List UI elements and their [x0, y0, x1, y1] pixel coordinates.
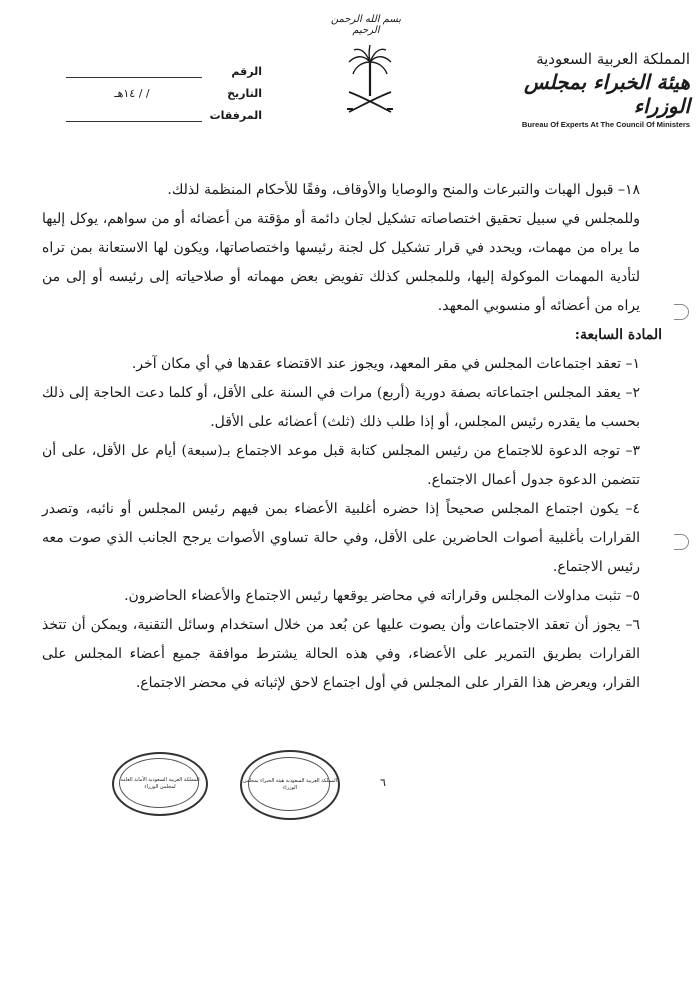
kingdom-name: المملكة العربية السعودية	[536, 50, 690, 68]
article-item-2: ٢– يعقد المجلس اجتماعاته بصفة دورية (أربع) مرات في السنة على الأقل، أو كلما دعت الحاجة إلى ذلك بحسب ما يقدره رئيس المجلس، أو إذا طلب ذلك (ثلث) أعضائه على الأقل.	[42, 385, 640, 430]
stamp-left	[112, 752, 208, 816]
stamp-left-text: المملكة العربية السعودية الأمانة العامة لمجلس الوزراء	[120, 777, 200, 790]
margin-mark	[674, 304, 689, 320]
margin-mark	[674, 534, 689, 550]
committees-paragraph: وللمجلس في سبيل تحقيق اختصاصاته تشكيل لجان دائمة أو مؤقتة من أعضائه أو من سواهم، يوكل إليها ما يراه من مهمات، ويحدد في قرار تشكيل كل لجنة رئيسها واختصاصاتها، ويكون لها الاستعانة بمن تراه لتأدية المهمات الموكولة إليها، وللمجلس كذلك تفويض بعض مهماته أو صلاحياته إلى رئيسه أو إلى من يراه من أعضائه أو منسوبي المعهد.	[42, 211, 640, 314]
date-value: / / ١٤هـ	[114, 87, 150, 100]
ref-number-label: الرقم	[231, 65, 262, 78]
item-18: ١٨– قبول الهبات والتبرعات والمنح والوصايا والأوقاف، وفقًا للأحكام المنظمة لذلك.	[167, 182, 640, 198]
article-item-5: ٥– تثبت مداولات المجلس وقراراته في محاضر يوقعها رئيس الاجتماع والأعضاء الحاضرون.	[124, 588, 640, 604]
saudi-emblem-icon	[345, 44, 395, 116]
attachments-row	[62, 102, 262, 122]
ref-number-row	[62, 58, 262, 78]
page-number: ٦	[380, 776, 386, 789]
article-item-1: ١– تعقد اجتماعات المجلس في مقر المعهد، ويجوز عند الاقتضاء عقدها في أي مكان آخر.	[131, 356, 640, 372]
attachments-label: المرفقات	[209, 109, 262, 122]
article-item-4: ٤– يكون اجتماع المجلس صحيحاً إذا حضره أغلبية الأعضاء بمن فيهم رئيس المجلس أو نائبه، وتصدر القرارات بأغلبية أصوات الحاضرين على الأقل، وفي حالة تساوي الأصوات يرجح الجانب الذي صوت معه رئيس الاجتماع.	[42, 501, 640, 575]
organization-block	[480, 50, 690, 129]
article-item-6: ٦– يجوز أن تعقد الاجتماعات وأن يصوت عليها عن بُعد من خلال استخدام وسائل التقنية، ويمكن أن تتخذ القرارات بطريق التمرير على الأعضاء، وفي هذه الحالة يشترط موافقة جميع أعضاء المجلس على القرار، ويعرض هذا القرار على المجلس في أول اجتماع لاحق لإثباته في محضر الاجتماع.	[42, 617, 640, 691]
stamp-right	[240, 750, 340, 820]
article-heading: المادة السابعة:	[574, 327, 662, 343]
stamp-right-text: المملكة العربية السعودية هيئة الخبراء بمجلس الوزراء	[242, 778, 338, 791]
bureau-name-arabic: هيئة الخبراء بمجلس الوزراء	[523, 70, 690, 118]
document-body	[42, 176, 662, 698]
attachments-line	[66, 109, 202, 122]
bismillah-calligraphy: بسم الله الرحمن الرحيم	[330, 14, 402, 36]
reference-fields	[62, 58, 262, 124]
ref-number-line	[66, 65, 202, 78]
bureau-name-english: Bureau Of Experts At The Council Of Ministers	[521, 120, 690, 129]
article-item-3: ٣– توجه الدعوة للاجتماع من رئيس المجلس كتابة قبل موعد الاجتماع بـ(سبعة) أيام عل الأقل، على أن تتضمن الدعوة جدول أعمال الاجتماع.	[42, 443, 640, 488]
date-label: التاريخ	[227, 87, 262, 100]
date-row	[62, 80, 262, 100]
letterhead	[0, 0, 700, 140]
